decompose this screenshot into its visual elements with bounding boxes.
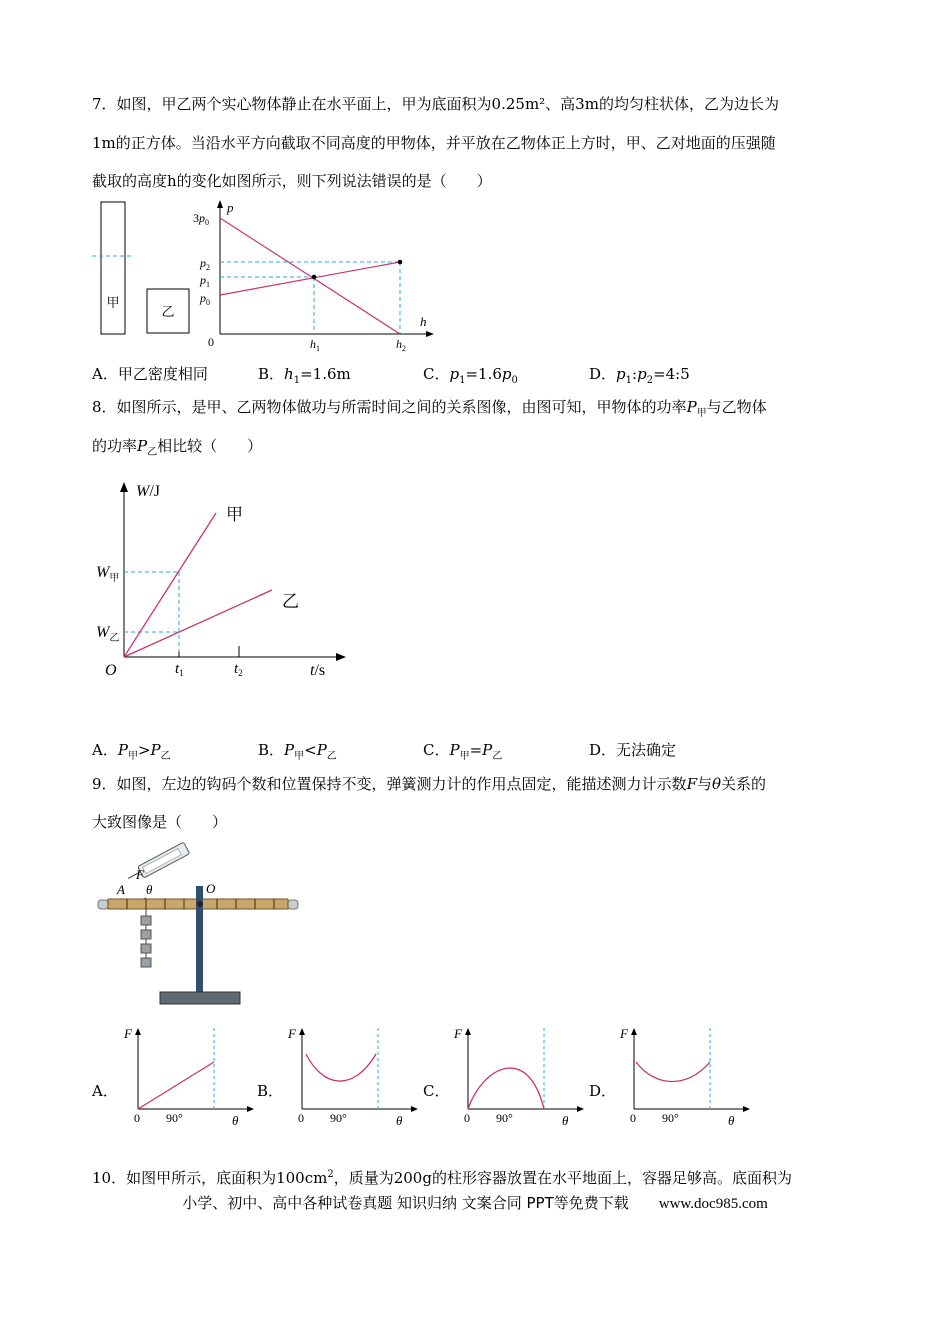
q7-figure bbox=[90, 196, 450, 356]
jia-label: 甲 bbox=[106, 295, 120, 310]
yi-pressure-line bbox=[220, 262, 400, 295]
q9-option-c-label[interactable]: C． bbox=[423, 1082, 450, 1100]
q7-option-b[interactable]: B．$h_1=1.6m$ bbox=[258, 365, 351, 386]
q8-option-b[interactable]: B．$P_甲<P_乙$ bbox=[258, 741, 337, 762]
h-axis-label: h bbox=[420, 314, 427, 329]
q10-text-line1: 10．如图甲所示，底面积为$100cm^2$，质量为200g的柱形容器放置在水平地面上，容器足够高。底面积为 bbox=[92, 1169, 792, 1187]
svg-text:0: 0 bbox=[464, 1111, 470, 1125]
q8-figure bbox=[90, 476, 360, 686]
footer bbox=[0, 1192, 950, 1213]
yi-label: 乙 bbox=[161, 304, 175, 319]
tick-h2: $h_2$ bbox=[396, 337, 406, 353]
svg-text:90°: 90° bbox=[330, 1111, 347, 1125]
stand-base bbox=[160, 992, 240, 1004]
q7-text-line2: 1m的正方体。当沿水平方向截取不同高度的甲物体，并平放在乙物体正上方时，甲、乙对地面的压强随 bbox=[92, 134, 776, 152]
q9-text-line1: 9．如图，左边的钩码个数和位置保持不变，弹簧测力计的作用点固定，能描述测力计示数F与θ关系的 bbox=[92, 775, 767, 793]
w-jia-label: $W_甲$ bbox=[96, 564, 120, 584]
jia-pressure-line bbox=[220, 218, 400, 334]
svg-text:0: 0 bbox=[298, 1111, 304, 1125]
footer-url[interactable]: www.doc985.com bbox=[658, 1196, 768, 1212]
tick-3p0: $3p_0$ bbox=[193, 211, 209, 227]
q9-graph-b[interactable] bbox=[282, 1024, 422, 1128]
w-axis-label: W/J bbox=[136, 483, 160, 500]
q7-option-a[interactable]: A．甲乙密度相同 bbox=[92, 365, 208, 383]
q7-text-line1: 7．如图，甲乙两个实心物体静止在水平面上，甲为底面积为0.25m²、高3m的均匀柱状体，乙为边长为 bbox=[92, 95, 779, 113]
svg-text:90°: 90° bbox=[662, 1111, 679, 1125]
q9-option-a-label[interactable]: A． bbox=[92, 1082, 118, 1100]
pivot-o-label: O bbox=[206, 881, 216, 896]
point-a-label: A bbox=[117, 882, 125, 897]
q7-option-c[interactable]: C．$p_1=1.6p_0$ bbox=[423, 365, 518, 386]
yi-work-line bbox=[124, 590, 272, 657]
svg-text:θ: θ bbox=[562, 1113, 569, 1128]
spring-scale bbox=[125, 842, 189, 884]
theta-label: θ bbox=[146, 882, 153, 897]
q9-option-d-label[interactable]: D． bbox=[589, 1082, 617, 1100]
q8-text-line1: 8．如图所示，是甲、乙两物体做功与所需时间之间的关系图像，由图可知，甲物体的功率$P_甲$与乙物体 bbox=[92, 398, 767, 419]
svg-text:F: F bbox=[124, 1026, 132, 1041]
svg-text:θ: θ bbox=[396, 1113, 403, 1128]
q9-lever-figure bbox=[90, 842, 320, 1012]
svg-text:F: F bbox=[454, 1026, 462, 1041]
q8-option-d[interactable]: D．无法确定 bbox=[589, 741, 677, 759]
q8-option-a[interactable]: A．$P_甲>P_乙$ bbox=[92, 741, 171, 762]
svg-text:θ: θ bbox=[728, 1113, 735, 1128]
w-yi-label: $W_乙$ bbox=[96, 624, 120, 644]
jia-line-label: 甲 bbox=[226, 505, 243, 524]
footer-text: 小学、初中、高中各种试卷真题 知识归纳 文案合同 PPT等免费下载 bbox=[182, 1194, 629, 1212]
t-axis-label: t/s bbox=[310, 662, 326, 679]
q9-graph-c[interactable] bbox=[448, 1024, 588, 1128]
q7-text-line3: 截取的高度h的变化如图所示，则下列说法错误的是（ ） bbox=[92, 172, 492, 190]
q7-option-d[interactable]: D．$p_1:p_2=4:5$ bbox=[589, 365, 690, 386]
q9-graph-a[interactable] bbox=[118, 1024, 258, 1128]
q9-graph-d[interactable] bbox=[614, 1024, 754, 1128]
svg-text:F: F bbox=[620, 1026, 628, 1041]
yi-line-label: 乙 bbox=[282, 592, 299, 611]
tick-p0: $p_0$ bbox=[200, 291, 210, 307]
jia-column bbox=[101, 202, 125, 334]
q9-text-line2: 大致图像是（ ） bbox=[92, 813, 228, 831]
svg-text:90°: 90° bbox=[166, 1111, 183, 1125]
t2-label: $t_2$ bbox=[234, 661, 243, 678]
t1-label: $t_1$ bbox=[175, 661, 184, 678]
p-axis-label: p bbox=[227, 200, 234, 215]
svg-text:0: 0 bbox=[630, 1111, 636, 1125]
svg-text:0: 0 bbox=[134, 1111, 140, 1125]
q9-option-b-label[interactable]: B． bbox=[257, 1082, 284, 1100]
svg-text:90°: 90° bbox=[496, 1111, 513, 1125]
svg-text:F: F bbox=[288, 1026, 296, 1041]
svg-text:θ: θ bbox=[232, 1113, 239, 1128]
origin-o: O bbox=[105, 662, 117, 679]
jia-work-line bbox=[124, 513, 216, 657]
tick-p2: $p_2$ bbox=[200, 256, 210, 272]
tick-h1: $h_1$ bbox=[310, 337, 320, 353]
q8-text-line2: 的功率$P_乙$相比较（ ） bbox=[92, 437, 263, 458]
origin-label: 0 bbox=[208, 335, 214, 349]
q8-option-c[interactable]: C．$P_甲=P_乙$ bbox=[423, 741, 503, 762]
tick-p1: $p_1$ bbox=[200, 273, 210, 289]
force-f-label: F bbox=[136, 867, 144, 882]
